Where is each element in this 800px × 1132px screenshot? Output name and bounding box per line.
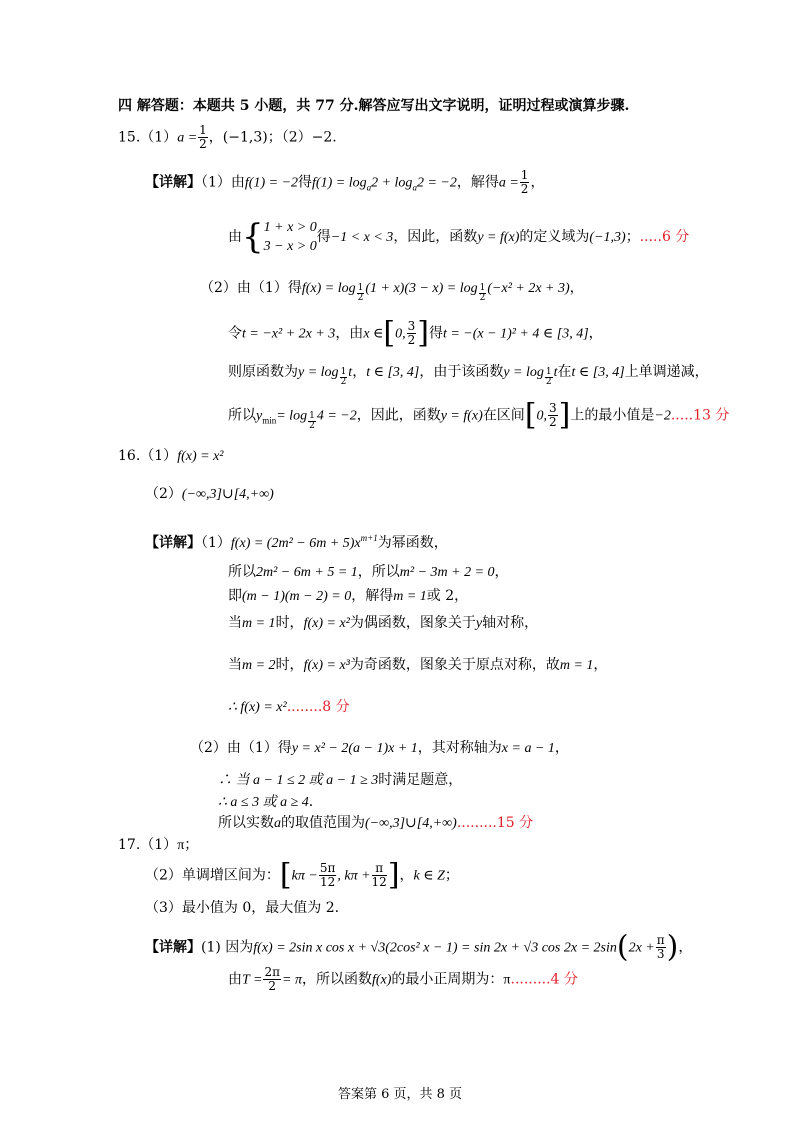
q17-number: 17. (118, 837, 141, 853)
q15-number: 15. (118, 129, 141, 146)
q15-detail-line-1: 【详解】（1）由f(1) = −2得$f(1) = \log_a2 + \log_a2 = -2$，解得a = $\frac{1}{2}$ ， (145, 168, 545, 196)
q16-detail-line-1: 【详解】$(1)f(x) = (2m^2 - 6m + 5)x^{m+1}$为幂函数， (145, 533, 448, 551)
q16-part2-line-2: ∴ 当 a − 1 ≤ 2 或 a − 1 ≥ 3时满足题意， (218, 772, 463, 788)
q16-detail-line-2: 所以2m² − 6m + 5 = 1，所以m² − 3m + 2 = 0， (228, 564, 509, 580)
score-marker: .........4 分 (510, 971, 578, 988)
detail-tag: 【详解】 (145, 174, 201, 191)
q17-answer-2: （2）单调增区间为：[kπ − $\frac{5\pi}{12}$ , kπ + $\frac{\pi}{12}$ ]，k ∈ Z； (145, 857, 459, 893)
score-marker: .....6 分 (639, 229, 690, 245)
q16-answer-1: 16.（1）f(x) = x² (118, 448, 224, 464)
fraction-half: $\frac{1}{2}$ (199, 123, 207, 151)
q16-answer-2: （2）(−∞,3]∪[4,+∞) (145, 486, 274, 502)
score-marker: .....13 分 (670, 407, 730, 424)
q15-substitution-line: 令t = −x² + 2x + 3，由x ∈[0, $\frac{3}{2}$ ]得t = −(x − 1)² + 4 ∈ [3, 4]， (228, 315, 603, 351)
q17-answer-3: （3）最小值为 0，最大值为 2. (145, 900, 340, 916)
q15-part2-line: （2）由（1）得f(x) = log $\frac{1}{2}$ (1 + x)(3 − x) = log $\frac{1}{2}$ (−x² + 2x + 3)， (200, 280, 584, 303)
score-marker: .........15 分 (456, 815, 534, 831)
q16-part2-line-4: 所以实数a的取值范围为(−∞,3]∪[4,+∞).........15 分 (218, 815, 534, 831)
section-heading: 四 解答题：本题共 5 小题，共 77 分.解答应写出文字说明，证明过程或演算步骤. (118, 98, 630, 114)
q15-monotonic-line: 则原函数为y = log $\frac{1}{2}$ t，t ∈ [3, 4]，由于该函数y = log $\frac{1}{2}$ t在t ∈ [3, 4]上单调递减， (228, 364, 709, 387)
detail-tag: 【详解】 (145, 535, 201, 551)
detail-tag: 【详解】 (145, 939, 201, 956)
q16-number: 16. (118, 448, 141, 464)
q16-detail-line-6: ∴ f(x) = x²........8 分 (228, 699, 350, 715)
q17-detail-line-1: 【详解】(1) 因为f(x) = 2sin x cos x + √3(2cos² x − 1) = sin 2x + √3 cos 2x = 2sin(2x + $\frac{\pi}{3}$ )， (145, 929, 693, 965)
q16-part2-line-1: （2）由（1）得y = x² − 2(a − 1)x + 1，其对称轴为x = a − 1， (190, 740, 569, 756)
left-brace: { (242, 217, 264, 257)
q16-detail-line-3: 即(m − 1)(m − 2) = 0，解得m = 1或 2， (228, 588, 469, 604)
q17-answer-1: 17.（1）π； (118, 837, 199, 853)
q15-domain-system: 由{ 1 + x > 0 3 − x > 0 得−1 < x < 3，因此，函数y = f(x)的定义域为(−1,3)；.....6 分 (228, 217, 690, 257)
q17-detail-line-2: 由T = $\frac{2\pi}{2}$ = π，所以函数f(x)的最小正周期为：π.........4 分 (228, 965, 578, 993)
q16-detail-line-5: 当m = 2时，f(x) = x³为奇函数，图象关于原点对称，故m = 1， (228, 657, 608, 673)
page-footer: 答案第 6 页，共 8 页 (337, 1087, 463, 1102)
q15-minimum-line: 所以$y_{min}= \log$ $\frac{1}{2}$ 4 = −2，因此，函数y = f(x)在区间[0, $\frac{3}{2}$ ]上的最小值是−2.....13 分 (228, 397, 730, 433)
q16-part2-line-3: ∴ a ≤ 3 或 a ≥ 4. (218, 794, 314, 810)
q16-detail-line-4: 当m = 1时，f(x) = x²为偶函数，图象关于y轴对称， (228, 615, 539, 631)
q15-answer: 15.（1）a = $\frac{1}{2}$ ，(−1,3)；（2）−2. (118, 123, 337, 151)
score-marker: ........8 分 (286, 699, 350, 715)
